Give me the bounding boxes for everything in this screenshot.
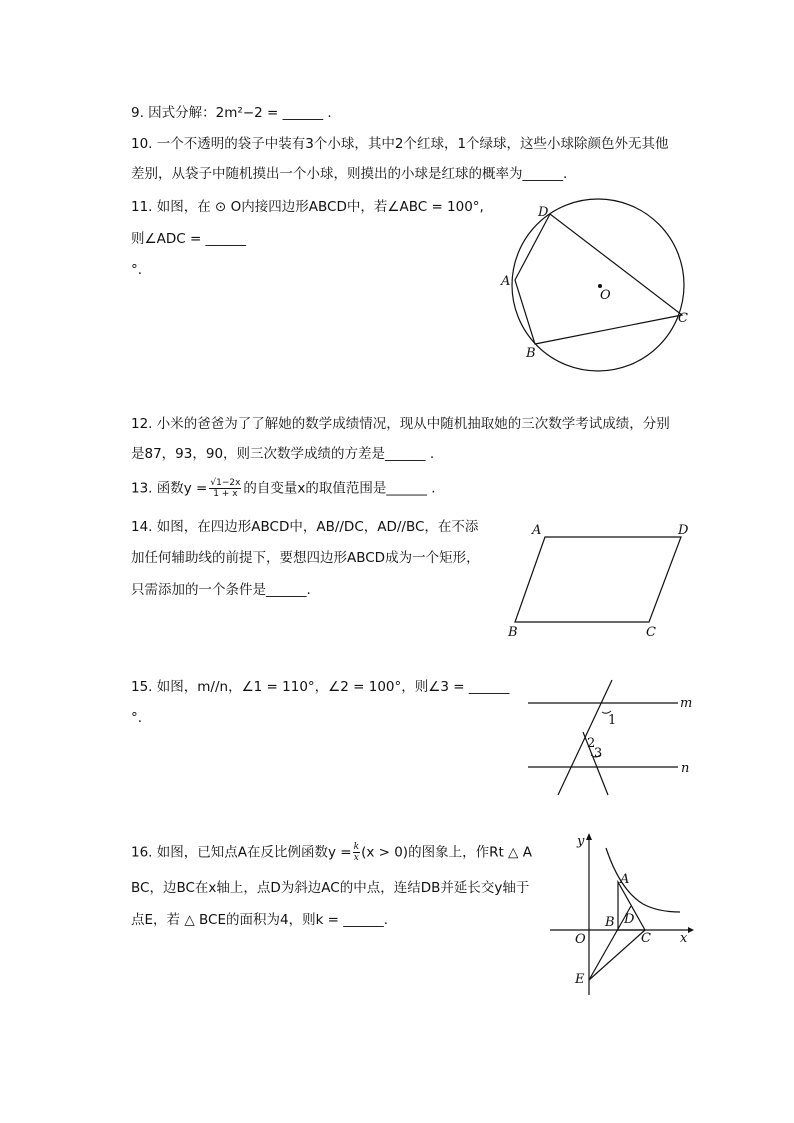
- q13-fraction: [209, 478, 241, 499]
- q13-line: [131, 478, 436, 499]
- label-n: n: [681, 761, 690, 776]
- q14-line1: 14. 如图，在四边形ABCD中，AB//DC，AD//BC，在不添: [131, 519, 479, 535]
- hyperbola: [606, 848, 680, 912]
- label-a: A: [620, 872, 630, 887]
- q16-pre: 16. 如图，已知点A在反比例函数y =: [131, 844, 352, 861]
- label-d: D: [538, 205, 549, 220]
- q16-line2: BC，边BC在x轴上，点D为斜边AC的中点，连结DB并延长交y轴于: [131, 880, 530, 896]
- label-e: E: [575, 972, 585, 987]
- q11-line2: 则∠ADC = ______: [131, 231, 247, 247]
- q13-post: 的自变量x的取值范围是______ .: [243, 480, 436, 497]
- q14-line2: 加任何辅助线的前提下，要想四边形ABCD成为一个矩形，: [131, 550, 480, 566]
- parallelogram-abcd: [515, 537, 681, 622]
- q14-parallelogram-figure: [500, 518, 700, 643]
- label-o: O: [600, 288, 611, 303]
- quadrilateral-abcd: [515, 214, 682, 344]
- label-c: C: [646, 625, 656, 640]
- label-y: y: [577, 834, 585, 849]
- q13-frac-den: 1 + x: [213, 489, 238, 499]
- label-o: O: [575, 932, 586, 947]
- x-axis-arrow: [688, 927, 694, 933]
- q10-line1: 10. 一个不透明的袋子中装有3个小球，其中2个红球，1个绿球，这些小球除颜色外无其他: [131, 136, 669, 152]
- label-b: B: [605, 915, 615, 930]
- q16-line3: 点E，若 △ BCE的面积为4，则k = ______.: [131, 912, 389, 928]
- label-x: x: [680, 931, 688, 946]
- q12-line1: 12. 小米的爸爸为了了解她的数学成绩情况，现从中随机抽取她的三次数学考试成绩，分别: [131, 416, 670, 432]
- label-c: C: [678, 311, 688, 326]
- q15-parallel-lines-figure: [520, 675, 700, 800]
- q15-line1: 15. 如图，m//n，∠1 = 110°，∠2 = 100°，则∠3 = ______: [131, 679, 510, 695]
- q11-line3: °.: [131, 262, 143, 278]
- q16-frac-den: x: [353, 853, 359, 863]
- label-angle-1: 1: [608, 713, 617, 728]
- q16-fraction: [353, 842, 360, 863]
- q13-frac-num: √1−2x: [210, 478, 241, 488]
- q9-line1: 9. 因式分解：2m²−2 = ______ .: [131, 105, 332, 121]
- y-axis-arrow: [586, 833, 592, 840]
- label-b: B: [508, 625, 518, 640]
- label-angle-3: 3: [594, 746, 603, 761]
- q14-line3: 只需添加的一个条件是______.: [131, 582, 311, 598]
- label-c: C: [641, 931, 651, 946]
- label-m: m: [680, 696, 693, 711]
- q16-frac-num: k: [353, 842, 360, 852]
- q16-line1: [131, 842, 532, 863]
- circle-o: [512, 199, 684, 371]
- q11-line1: 11. 如图，在 ⊙ O内接四边形ABCD中，若∠ABC = 100°,: [131, 199, 484, 215]
- q15-line2: °.: [131, 710, 143, 726]
- q16-post: (x > 0)的图象上，作Rt △ A: [361, 844, 532, 861]
- q11-circle-figure: [498, 198, 698, 378]
- q10-line2: 差别，从袋子中随机摸出一个小球，则摸出的小球是红球的概率为______.: [131, 166, 568, 182]
- q16-coordinate-figure: [548, 830, 698, 1000]
- segment-ec: [589, 930, 645, 980]
- label-a: A: [501, 274, 511, 289]
- label-d: D: [678, 523, 689, 538]
- label-d: D: [624, 912, 635, 927]
- label-a: A: [532, 523, 542, 538]
- q13-pre: 13. 函数y =: [131, 480, 208, 497]
- label-angle-2: 2: [587, 736, 596, 751]
- q12-line2: 是87，93，90，则三次数学成绩的方差是______ .: [131, 446, 435, 462]
- label-b: B: [526, 346, 536, 361]
